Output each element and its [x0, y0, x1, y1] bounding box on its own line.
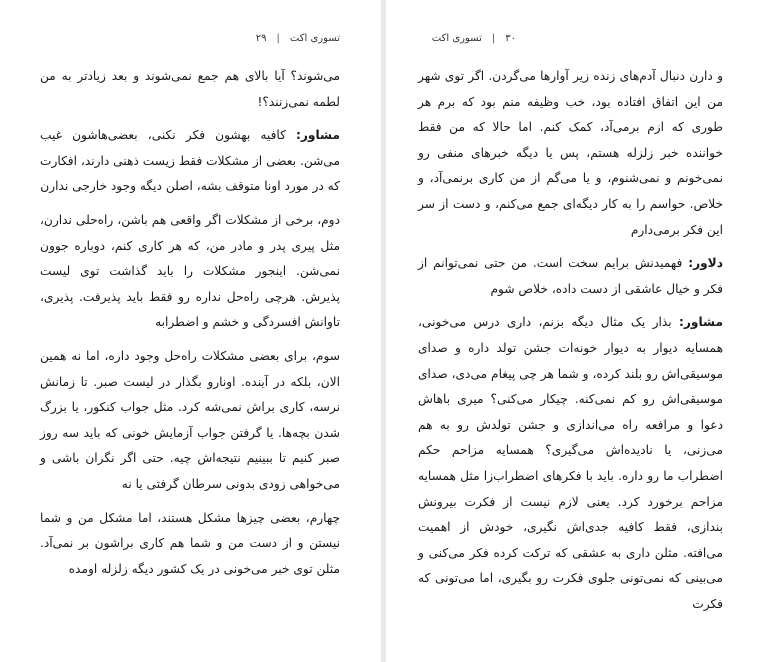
right-page-header [426, 30, 516, 46]
speaker-label: دلاور: [688, 256, 723, 271]
page-number: ۲۹ [255, 32, 267, 44]
paragraph-text: می‌شوند؟ آیا بالای هم جمع نمی‌شوند و بعد زیادتر به من لطمه نمی‌زنند؟! [40, 69, 340, 109]
right-page [386, 0, 761, 662]
header-separator: | [276, 32, 280, 44]
paragraph-text: دوم، برخی از مشکلات اگر واقعی هم باشن، راه‌حلی ندارن، مثل پیری پدر و مادر من، که هر کاری کنم، دوباره جوون نمی‌شن. اینجور مشکلات را باید گذاشت توی لیست پذیرش. هرچی راه‌حل نداره رو فقط باید پذیرفت. پذیری، تاوانش افسردگی و خشم و اضطرابه [40, 212, 340, 330]
speaker-label: مشاور: [679, 315, 724, 330]
paragraph-text: و دارن دنبال آدم‌های زنده زیر آوارها می‌گردن. اگر توی شهر من این اتفاق افتاده بود، خب وظیفه منم بود که برم هر طوری که ازم برمی‌آد، کمک کنم. اما حالا که من فقط خواننده خبر زلزله هستم، پس یا دیگه خبرهای منفی رو نمی‌خونم و نمی‌شنوم، و یا می‌گم از من کاری برنمی‌آد، و خلاص. حواسم را به کار دیگه‌ای جمع می‌کنم، و دست از سر این فکر برمی‌دارم [418, 69, 723, 237]
left-page-body [40, 64, 340, 590]
paragraph-text: فهمیدنش برایم سخت است. من حتی نمی‌توانم از فکر و خیال عاشقی از دست داده، خلاص شوم [418, 256, 723, 296]
page-number: ۳۰ [505, 32, 516, 44]
paragraph [40, 208, 340, 336]
paragraph [40, 344, 340, 498]
paragraph [40, 123, 340, 200]
right-page-body [418, 64, 723, 625]
paragraph [40, 506, 340, 583]
paragraph-text: سوم، برای بعضی مشکلات راه‌حل وجود داره، اما نه همین الان، بلکه در آینده. اونارو بگذار در لیست صبر. تا زمانش نرسه، کاری براش نمی‌شه کرد. مثل جواب کنکور، یا بزرگ شدن بچه‌ها. یا گرفتن جواب آزمایش خونی که باید سه روز صبر کنیم تا ببینیم نتیجه‌اش چیه. حتی اگر نگران باشی و می‌خواهی زودی بدونی سرطان گرفتی یا نه [40, 348, 340, 491]
running-title: تسوری اکت [289, 32, 340, 44]
running-title: تسوری اکت [431, 32, 482, 44]
speaker-label: مشاور: [296, 128, 341, 143]
header-separator: | [491, 32, 496, 44]
paragraph [418, 64, 723, 243]
paragraph [418, 251, 723, 302]
left-page-header [40, 30, 340, 46]
paragraph-text: بذار یک مثال دیگه بزنم، داری درس می‌خونی، همسایه دیوار به دیوار خونه‌ات جشن تولد داره و صدای موسیقی‌اش رو بلند کرده، و شما هر چی پیغام می‌دی، صدای موسیقی‌اش رو کم نمی‌کنه. چیکار می‌کنی؟ میری باهاش دعوا و مرافعه راه می‌اندازی و جشن تولدش رو به هم می‌زنی، یا نادیده‌اش می‌گیری؟ همسایه مزاحم حکم اضطراب ما رو داره. باید با فکرهای اضطراب‌زا مثل همسایه مزاحم برخورد کرد. یعنی لازم نیست از فکرت بیرونش بندازی، فقط کافیه جدی‌اش نگیری، خودش از اهمیت می‌افته. مثلن داری به عشقی که ترکت کرده فکر می‌کنی و می‌بینی که نمی‌تونی جلوی فکرت رو بگیری، اما می‌تونی که فکرت [418, 315, 723, 611]
paragraph [40, 64, 340, 115]
paragraph-text: کافیه بهشون فکر نکنی، بعضی‌هاشون غیب می‌شن. بعضی از مشکلات فقط زیست ذهنی دارند، افکارت که در مورد اونا متوقف بشه، اصلن دیگه وجود خارجی ندارن [40, 128, 340, 194]
paragraph-text: چهارم، بعضی چیزها مشکل هستند، اما مشکل من و شما نیستن و از دست من و شما هم کاری براشون بر نمی‌آد. مثلن توی خبر می‌خونی در یک کشور دیگه زلزله اومده [40, 510, 340, 576]
paragraph [418, 310, 723, 617]
